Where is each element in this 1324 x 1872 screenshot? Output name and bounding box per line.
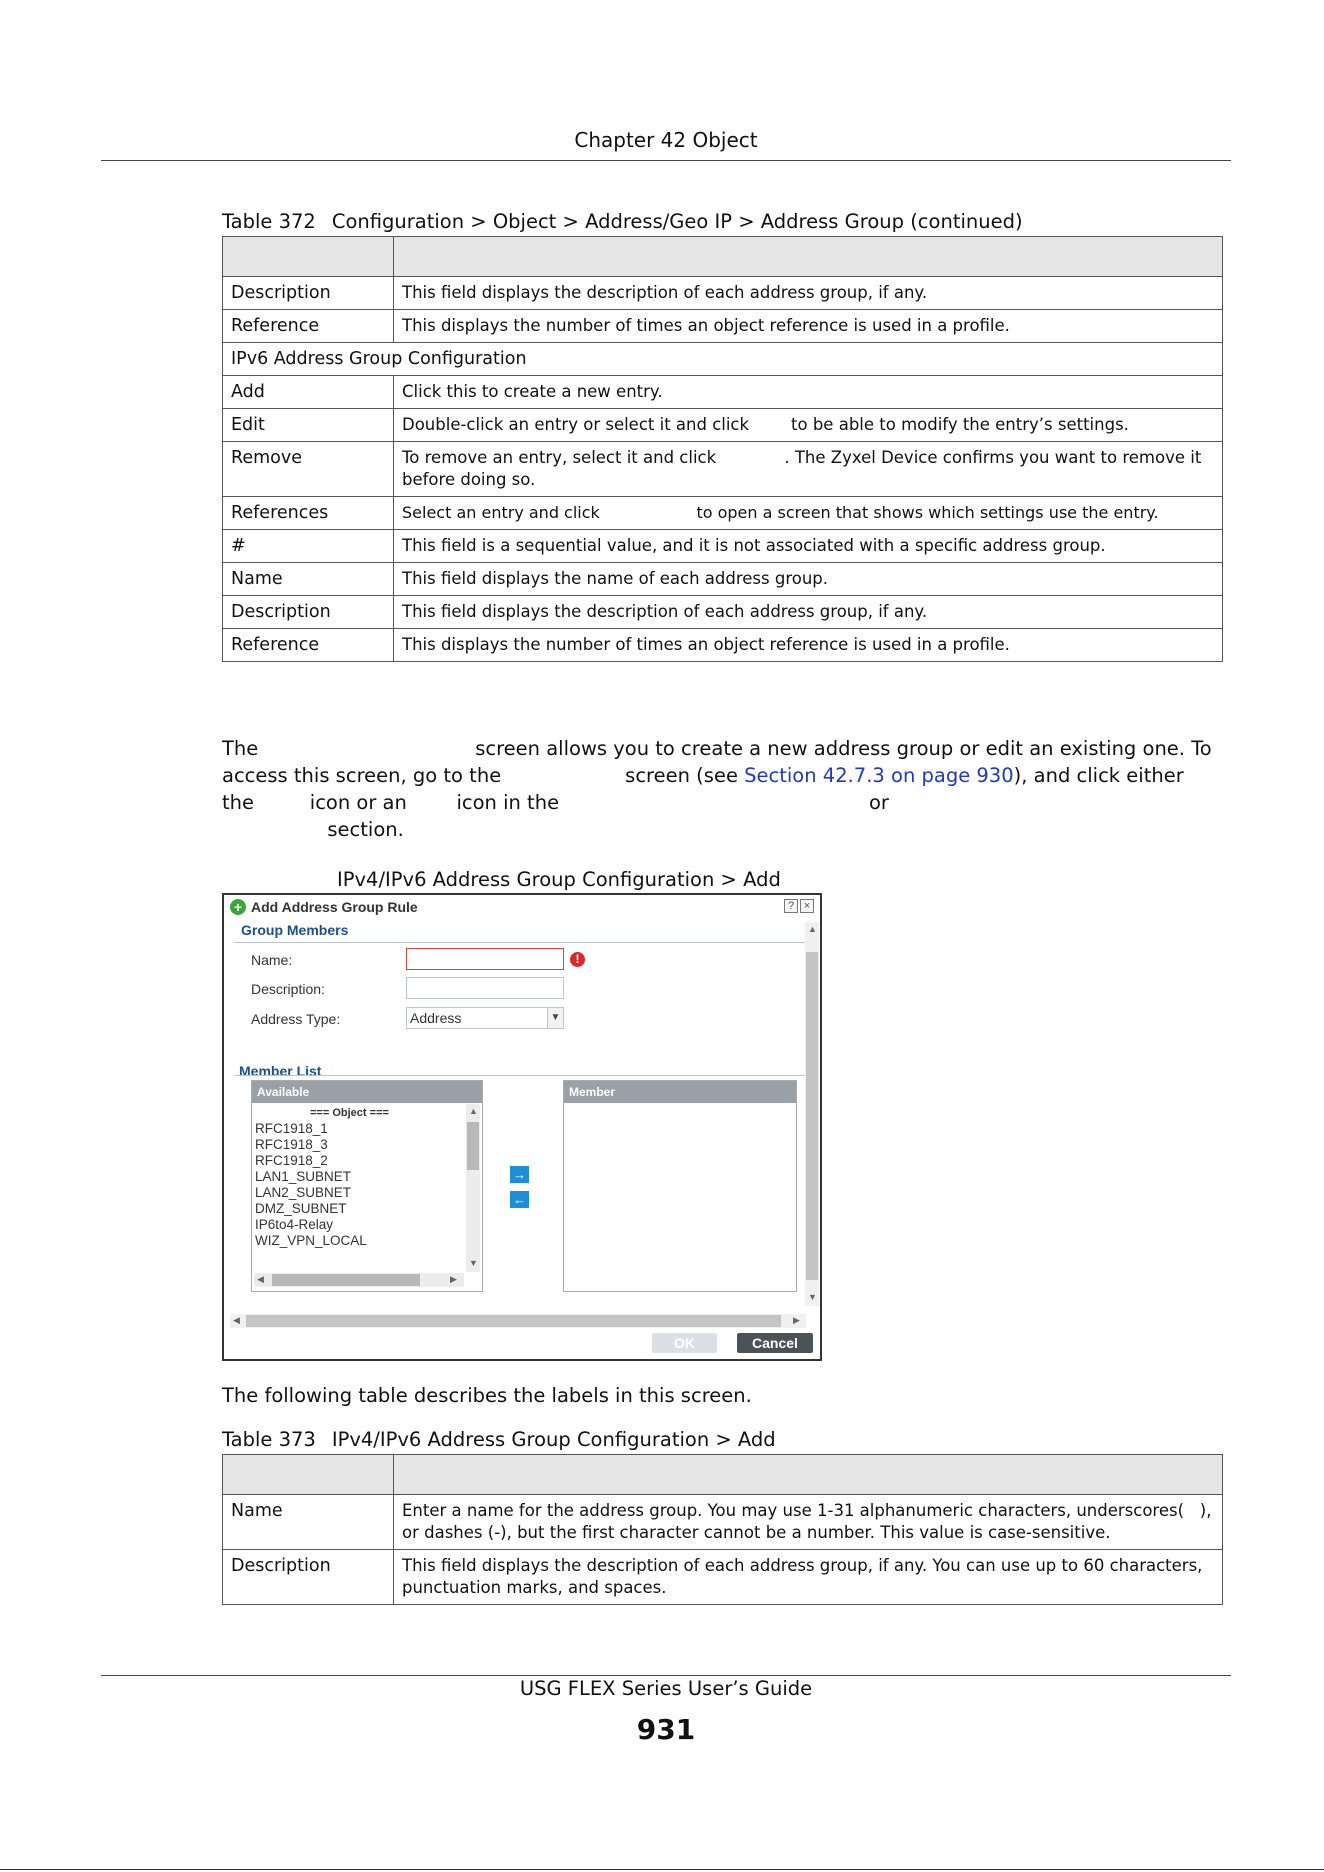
bottom-rule — [0, 1869, 1324, 1870]
figure-caption: IPv4/IPv6 Address Group Configuration > Add — [337, 868, 781, 891]
scroll-thumb[interactable] — [806, 952, 818, 1280]
table-row — [223, 596, 1223, 629]
header-cell — [394, 1455, 1223, 1495]
list-item[interactable]: DMZ_SUBNET — [255, 1201, 347, 1216]
table-row — [223, 629, 1223, 662]
table-row — [223, 343, 1223, 376]
intro-line-3: the icon or an icon in the or — [222, 791, 889, 814]
row-label: Add — [223, 376, 394, 409]
list-item[interactable]: LAN1_SUBNET — [255, 1169, 352, 1184]
name-label: Name: — [251, 952, 293, 968]
table-header-row — [223, 1455, 1223, 1495]
following-text: The following table describes the labels in this screen. — [222, 1384, 752, 1407]
table-title: IPv4/IPv6 Address Group Configuration > Add — [331, 1428, 776, 1451]
available-horizontal-scrollbar[interactable] — [254, 1273, 464, 1287]
description-label: Description: — [251, 981, 325, 997]
scroll-right-icon[interactable]: ▶ — [450, 1274, 457, 1284]
list-item[interactable]: LAN2_SUBNET — [255, 1185, 352, 1200]
table-row — [223, 442, 1223, 497]
available-vertical-scrollbar[interactable] — [466, 1104, 480, 1272]
close-icon[interactable]: × — [800, 899, 814, 913]
dialog-title-text: Add Address Group Rule — [251, 899, 418, 915]
add-icon: + — [230, 899, 246, 915]
section-divider — [234, 1075, 814, 1076]
remove-member-button[interactable]: ← — [510, 1191, 529, 1208]
row-text: To remove an entry, select it and click . The Zyxel Device confirms you want to remove it before doing so. — [394, 442, 1223, 497]
description-input[interactable] — [406, 977, 564, 999]
header-rule — [101, 160, 1231, 161]
table-row — [223, 409, 1223, 442]
member-header: Member — [564, 1081, 796, 1103]
row-label: Description — [223, 1550, 394, 1605]
row-label: Description — [223, 277, 394, 310]
row-label: Edit — [223, 409, 394, 442]
table-title: Configuration > Object > Address/Geo IP > Address Group (continued) — [331, 210, 1023, 233]
list-item[interactable]: RFC1918_3 — [255, 1137, 328, 1152]
scroll-right-icon[interactable]: ▶ — [793, 1315, 800, 1325]
table-row — [223, 277, 1223, 310]
scroll-thumb[interactable] — [246, 1315, 781, 1327]
available-list[interactable] — [251, 1080, 483, 1292]
member-list[interactable] — [563, 1080, 797, 1292]
address-type-value: Address — [410, 1010, 462, 1026]
row-text: This field displays the description of each address group, if any. You can use up to 60 characters, punctuation marks, and spaces. — [394, 1550, 1223, 1605]
section-divider — [234, 942, 814, 943]
row-text: This field is a sequential value, and it is not associated with a specific address group. — [394, 530, 1223, 563]
list-item[interactable]: RFC1918_2 — [255, 1153, 328, 1168]
table-372 — [222, 236, 1223, 662]
scroll-down-icon[interactable]: ▼ — [808, 1292, 817, 1302]
scroll-left-icon[interactable]: ◀ — [233, 1315, 240, 1325]
available-header: Available — [252, 1081, 482, 1103]
section-row: IPv6 Address Group Configuration — [223, 343, 1223, 376]
cancel-button[interactable]: Cancel — [737, 1333, 813, 1353]
scroll-left-icon[interactable]: ◀ — [257, 1274, 264, 1284]
available-items — [255, 1105, 389, 1249]
row-label: Reference — [223, 310, 394, 343]
row-text: This displays the number of times an object reference is used in a profile. — [394, 629, 1223, 662]
scroll-up-icon[interactable]: ▲ — [469, 1106, 478, 1116]
row-label: Name — [223, 563, 394, 596]
intro-line-2 — [222, 762, 1184, 789]
row-text: Enter a name for the address group. You may use 1-31 alphanumeric characters, underscores( ), or dashes (-), but the first character cannot be a number. This value is case-sensitive. — [394, 1495, 1223, 1550]
chevron-down-icon: ▼ — [547, 1008, 563, 1028]
address-type-label: Address Type: — [251, 1011, 341, 1027]
row-label: Description — [223, 596, 394, 629]
name-input[interactable] — [406, 948, 564, 970]
add-member-button[interactable]: → — [510, 1166, 529, 1183]
table-row — [223, 310, 1223, 343]
guide-title: USG FLEX Series User’s Guide — [519, 1677, 813, 1700]
row-text: Select an entry and click to open a screen that shows which settings use the entry. — [394, 497, 1223, 530]
group-members-title: Group Members — [241, 922, 349, 938]
list-item[interactable]: WIZ_VPN_LOCAL — [255, 1233, 367, 1248]
scroll-thumb[interactable] — [467, 1122, 479, 1170]
chapter-header: Chapter 42 Object — [574, 128, 758, 152]
row-label: References — [223, 497, 394, 530]
help-icon[interactable]: ? — [784, 899, 798, 913]
row-text: Click this to create a new entry. — [394, 376, 1223, 409]
table-caption — [222, 1428, 776, 1451]
dialog-title — [230, 899, 418, 915]
table-row — [223, 1495, 1223, 1550]
scroll-up-icon[interactable]: ▲ — [808, 924, 817, 934]
intro-line-1: The screen allows you to create a new address group or edit an existing one. To — [222, 737, 1212, 760]
table-number: Table 373 — [222, 1428, 316, 1451]
footer-rule — [101, 1675, 1231, 1676]
page-number: 931 — [636, 1713, 696, 1746]
row-label: Remove — [223, 442, 394, 497]
address-type-select[interactable] — [406, 1007, 564, 1029]
row-label: Reference — [223, 629, 394, 662]
list-item[interactable]: IP6to4-Relay — [255, 1217, 334, 1232]
table-row — [223, 497, 1223, 530]
header-cell — [223, 237, 394, 277]
list-item: === Object === — [310, 1107, 389, 1119]
row-label: Name — [223, 1495, 394, 1550]
table-header-row — [223, 237, 1223, 277]
row-text: This field displays the description of each address group, if any. — [394, 596, 1223, 629]
intro-text: access this screen, go to the screen (see — [222, 764, 745, 787]
ok-button[interactable]: OK — [652, 1333, 717, 1353]
dialog-horizontal-scrollbar[interactable] — [230, 1314, 806, 1328]
table-caption — [222, 210, 1023, 233]
header-cell — [394, 237, 1223, 277]
table-row — [223, 376, 1223, 409]
error-icon: ! — [570, 952, 585, 967]
row-text: Double-click an entry or select it and click to be able to modify the entry’s settings. — [394, 409, 1223, 442]
table-row — [223, 563, 1223, 596]
header-cell — [223, 1455, 394, 1495]
list-item[interactable]: RFC1918_1 — [255, 1121, 328, 1136]
row-text: This field displays the name of each address group. — [394, 563, 1223, 596]
table-number: Table 372 — [222, 210, 316, 233]
dialog-vertical-scrollbar[interactable] — [805, 922, 819, 1306]
member-list-title: Member List — [239, 1063, 322, 1079]
intro-line-4: section. — [222, 818, 404, 841]
intro-text: ), and click either — [1013, 764, 1184, 787]
table-row — [223, 530, 1223, 563]
dialog-window-buttons — [784, 899, 814, 913]
row-text: This field displays the description of each address group, if any. — [394, 277, 1223, 310]
add-address-group-dialog — [222, 893, 822, 1361]
section-link[interactable]: Section 42.7.3 on page 930 — [744, 764, 1014, 787]
table-373 — [222, 1454, 1223, 1605]
scroll-down-icon[interactable]: ▼ — [469, 1258, 478, 1268]
row-text: This displays the number of times an object reference is used in a profile. — [394, 310, 1223, 343]
scroll-thumb[interactable] — [272, 1274, 420, 1286]
table-row — [223, 1550, 1223, 1605]
row-label: # — [223, 530, 394, 563]
